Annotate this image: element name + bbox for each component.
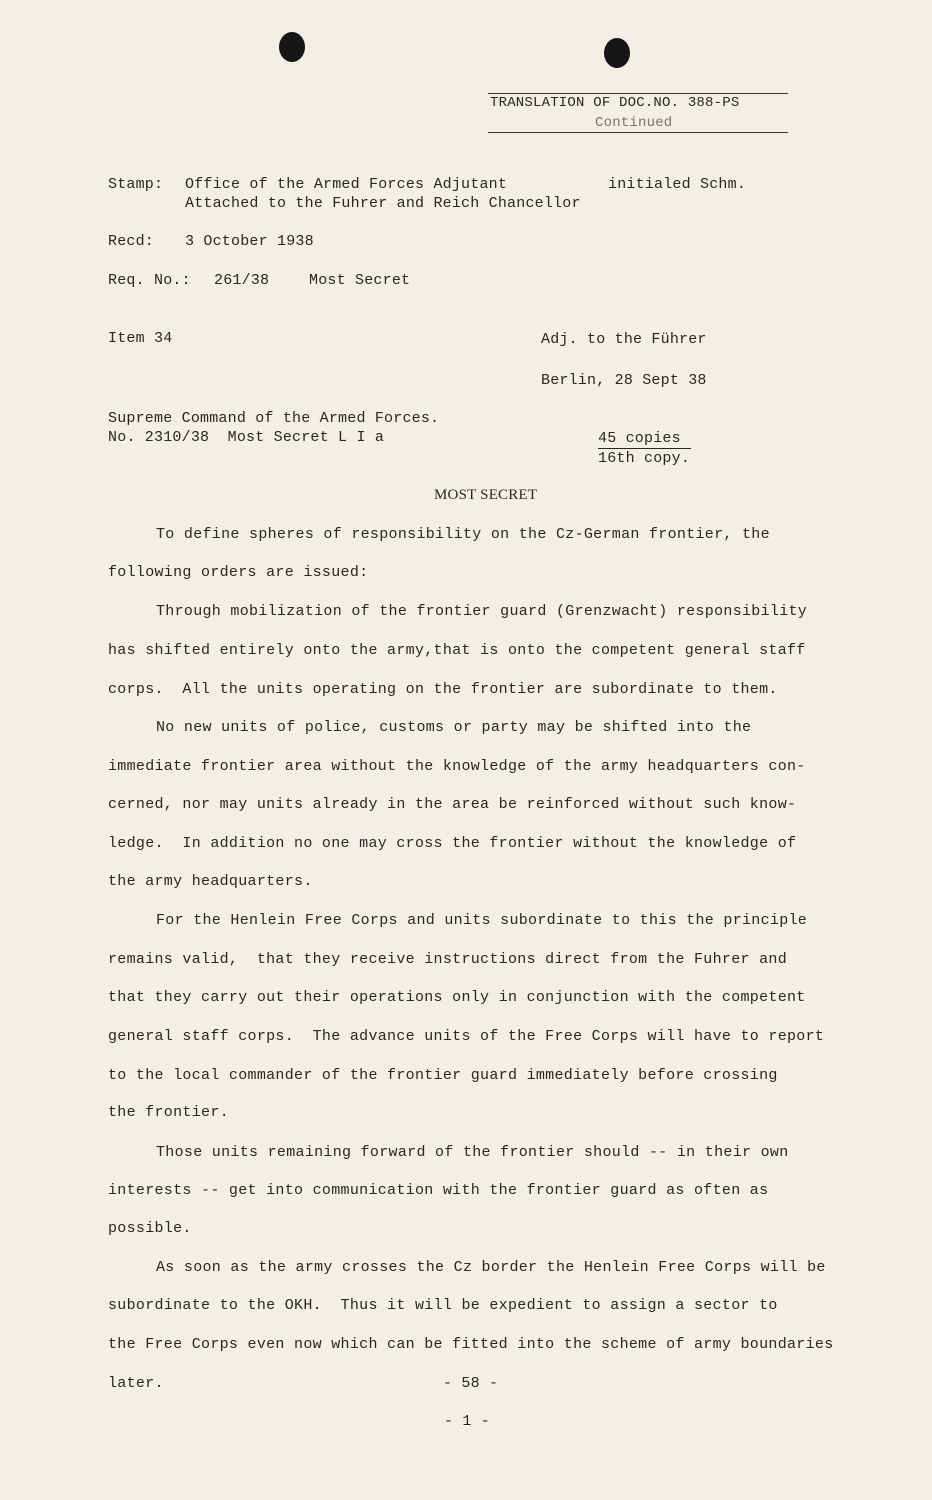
body-line: general staff corps. The advance units of the Free Corps will have to report: [108, 1028, 825, 1045]
body-line: corps. All the units operating on the frontier are subordinate to them.: [108, 681, 778, 698]
command-line-2: No. 2310/38 Most Secret L I a: [108, 429, 385, 446]
body-line: As soon as the army crosses the Cz border the Henlein Free Corps will be: [156, 1259, 826, 1276]
stamp-line-1: Office of the Armed Forces Adjutant: [185, 176, 508, 193]
body-line: that they carry out their operations only in conjunction with the competent: [108, 989, 806, 1006]
body-line: immediate frontier area without the knowledge of the army headquarters con-: [108, 758, 806, 775]
body-line: interests -- get into communication with the frontier guard as often as: [108, 1182, 769, 1199]
item-number: Item 34: [108, 330, 173, 347]
punch-hole-right: [604, 38, 630, 68]
body-line: ledge. In addition no one may cross the frontier without the knowledge of: [108, 835, 797, 852]
body-line: has shifted entirely onto the army,that is onto the competent general staff: [108, 642, 806, 659]
translation-header: TRANSLATION OF DOC.NO. 388-PS: [490, 95, 740, 111]
stamp-label: Stamp:: [108, 176, 164, 193]
req-value: 261/38: [214, 272, 270, 289]
continued-note: Continued: [595, 115, 673, 131]
header-bottom-rule: [488, 132, 788, 133]
document-title: MOST SECRET: [434, 487, 538, 503]
body-line: remains valid, that they receive instructions direct from the Fuhrer and: [108, 951, 788, 968]
body-line: Those units remaining forward of the frontier should -- in their own: [156, 1144, 789, 1161]
copies-total: 45 copies: [598, 430, 691, 449]
body-line: following orders are issued:: [108, 564, 369, 581]
original-page-number: - 58 -: [443, 1375, 499, 1392]
body-line: the army headquarters.: [108, 873, 313, 890]
command-line-1: Supreme Command of the Armed Forces.: [108, 410, 440, 427]
body-line: For the Henlein Free Corps and units subordinate to this the principle: [156, 912, 808, 929]
req-label: Req. No.:: [108, 272, 191, 289]
body-line: cerned, nor may units already in the area be reinforced without such know-: [108, 796, 797, 813]
adjutant-line: Adj. to the Führer: [541, 331, 707, 348]
stamp-initialed: initialed Schm.: [608, 176, 747, 193]
punch-hole-left: [279, 32, 305, 62]
place-date: Berlin, 28 Sept 38: [541, 372, 707, 389]
body-line: To define spheres of responsibility on the Cz-German frontier, the: [156, 526, 770, 543]
body-line: the Free Corps even now which can be fitted into the scheme of army boundaries: [108, 1336, 834, 1353]
body-line: to the local commander of the frontier guard immediately before crossing: [108, 1067, 778, 1084]
header-top-rule: [488, 93, 788, 94]
body-line: possible.: [108, 1220, 192, 1237]
copy-number: 16th copy.: [598, 450, 691, 467]
body-line: later.: [108, 1375, 164, 1392]
translation-page-number: - 1 -: [444, 1413, 491, 1430]
req-classification: Most Secret: [309, 272, 411, 289]
body-line: Through mobilization of the frontier guard (Grenzwacht) responsibility: [156, 603, 808, 620]
body-line: No new units of police, customs or party may be shifted into the: [156, 719, 752, 736]
recd-label: Recd:: [108, 233, 155, 250]
body-line: the frontier.: [108, 1104, 229, 1121]
body-line: subordinate to the OKH. Thus it will be expedient to assign a sector to: [108, 1297, 778, 1314]
stamp-line-2: Attached to the Fuhrer and Reich Chancellor: [185, 195, 581, 212]
recd-value: 3 October 1938: [185, 233, 314, 250]
